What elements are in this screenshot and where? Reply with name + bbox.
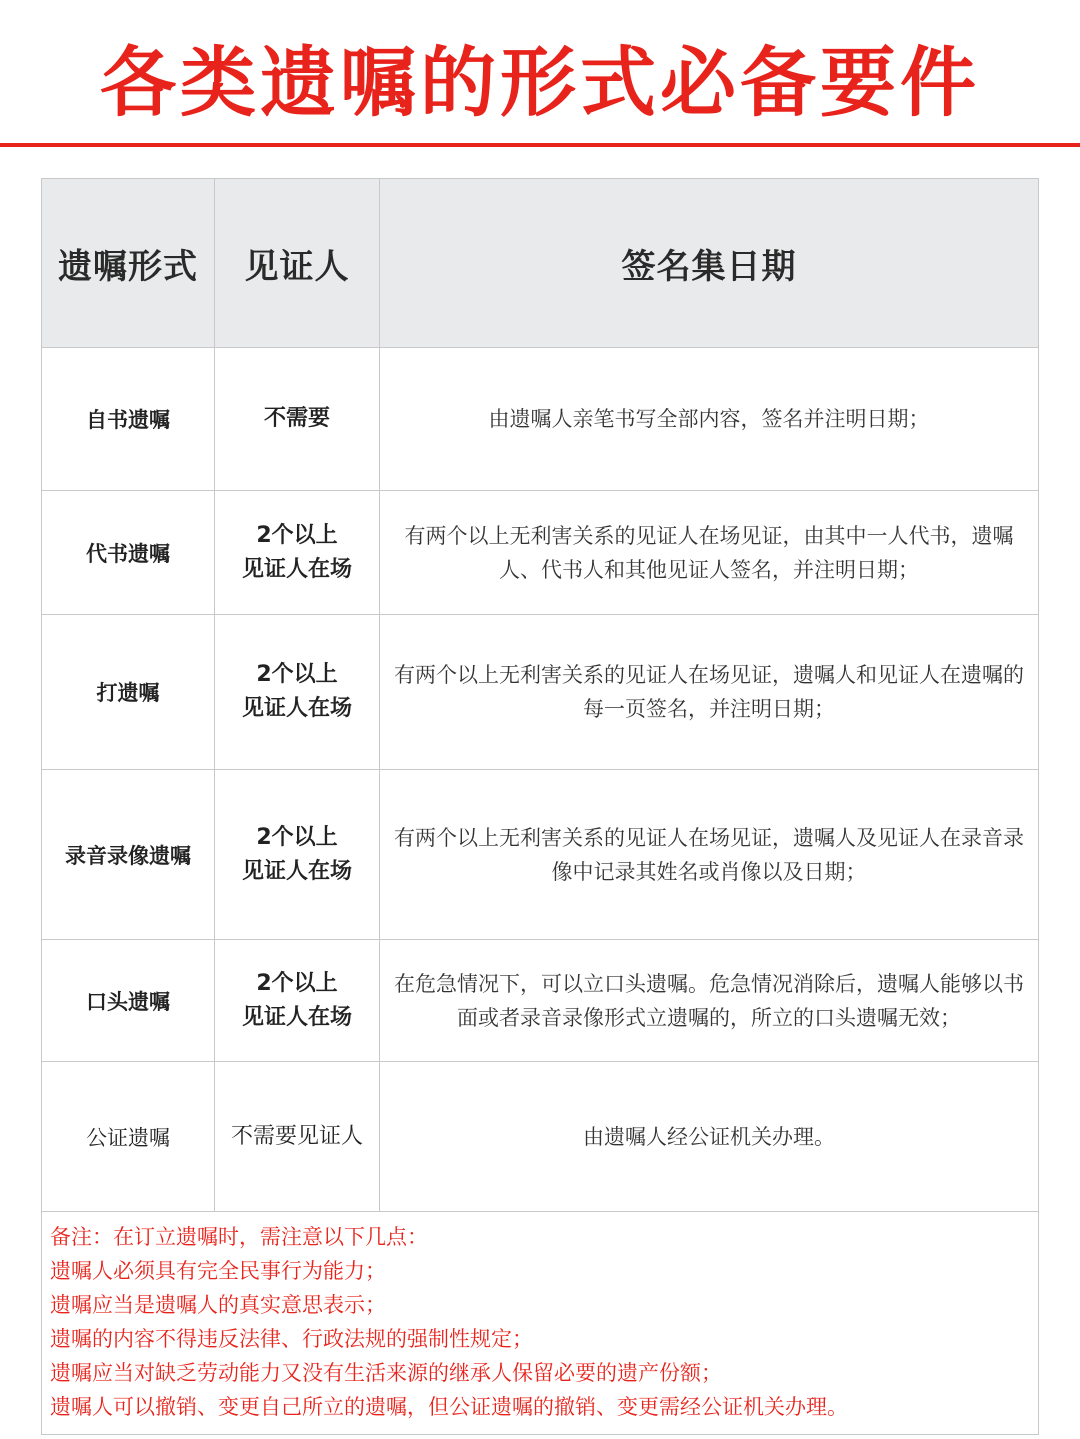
witness-cell (215, 770, 380, 940)
requirement-cell: 有两个以上无利害关系的见证人在场见证，遗嘱人和见证人在遗嘱的每一页签名，并注明日期； (380, 615, 1039, 770)
witness-line: 2个以上 (256, 522, 338, 548)
witness-line: 见证人在场 (241, 696, 352, 721)
notes-heading: 备注：在订立遗嘱时，需注意以下几点： (50, 1225, 428, 1249)
witness-cell (215, 348, 380, 491)
form-cell: 口头遗嘱 (42, 940, 215, 1062)
table-row (42, 615, 1039, 770)
notes-row (42, 1212, 1039, 1435)
witness-line: 不需要见证人 (230, 1123, 363, 1149)
witness-line: 见证人在场 (241, 1004, 352, 1030)
form-cell: 公证遗嘱 (42, 1062, 215, 1212)
title-divider (0, 143, 1080, 147)
witness-line: 见证人在场 (241, 858, 352, 884)
table-row (42, 348, 1039, 491)
table-row (42, 940, 1039, 1062)
witness-line: 2个以上 (256, 662, 338, 687)
witness-cell (215, 940, 380, 1062)
form-cell: 代书遗嘱 (42, 491, 215, 615)
form-cell: 打遗嘱 (42, 615, 215, 770)
form-cell: 自书遗嘱 (42, 348, 215, 491)
note-item: 遗嘱人必须具有完全民事行为能力； (50, 1259, 386, 1283)
witness-line: 见证人在场 (241, 556, 352, 582)
note-item: 遗嘱人可以撤销、变更自己所立的遗嘱，但公证遗嘱的撤销、变更需经公证机关办理。 (50, 1395, 848, 1419)
requirement-cell: 在危急情况下，可以立口头遗嘱。危急情况消除后，遗嘱人能够以书面或者录音录像形式立遗嘱的，所立的口头遗嘱无效； (380, 940, 1039, 1062)
note-item: 遗嘱的内容不得违反法律、行政法规的强制性规定； (50, 1327, 533, 1351)
requirement-cell: 有两个以上无利害关系的见证人在场见证，由其中一人代书，遗嘱人、代书人和其他见证人签名，并注明日期； (380, 491, 1039, 615)
table-row (42, 1062, 1039, 1212)
witness-cell (215, 615, 380, 770)
witness-line: 2个以上 (256, 970, 338, 996)
table-header-row (42, 179, 1039, 348)
table-row (42, 770, 1039, 940)
witness-cell (215, 491, 380, 615)
will-forms-table (41, 178, 1039, 1435)
witness-line: 不需要 (263, 406, 330, 431)
header-witness: 见证人 (215, 179, 380, 348)
table-row (42, 491, 1039, 615)
requirement-cell: 有两个以上无利害关系的见证人在场见证，遗嘱人及见证人在录音录像中记录其姓名或肖像以及日期； (380, 770, 1039, 940)
note-item: 遗嘱应当对缺乏劳动能力又没有生活来源的继承人保留必要的遗产份额； (50, 1361, 722, 1385)
header-requirement: 签名集日期 (380, 179, 1039, 348)
header-form: 遗嘱形式 (42, 179, 215, 348)
note-item: 遗嘱应当是遗嘱人的真实意思表示； (50, 1293, 386, 1317)
page-title: 各类遗嘱的形式必备要件 (100, 38, 980, 127)
form-cell: 录音录像遗嘱 (42, 770, 215, 940)
notes-cell (42, 1212, 1039, 1435)
requirement-cell: 由遗嘱人亲笔书写全部内容，签名并注明日期； (380, 348, 1039, 491)
witness-line: 2个以上 (256, 824, 338, 850)
requirement-cell: 由遗嘱人经公证机关办理。 (380, 1062, 1039, 1212)
witness-cell (215, 1062, 380, 1212)
